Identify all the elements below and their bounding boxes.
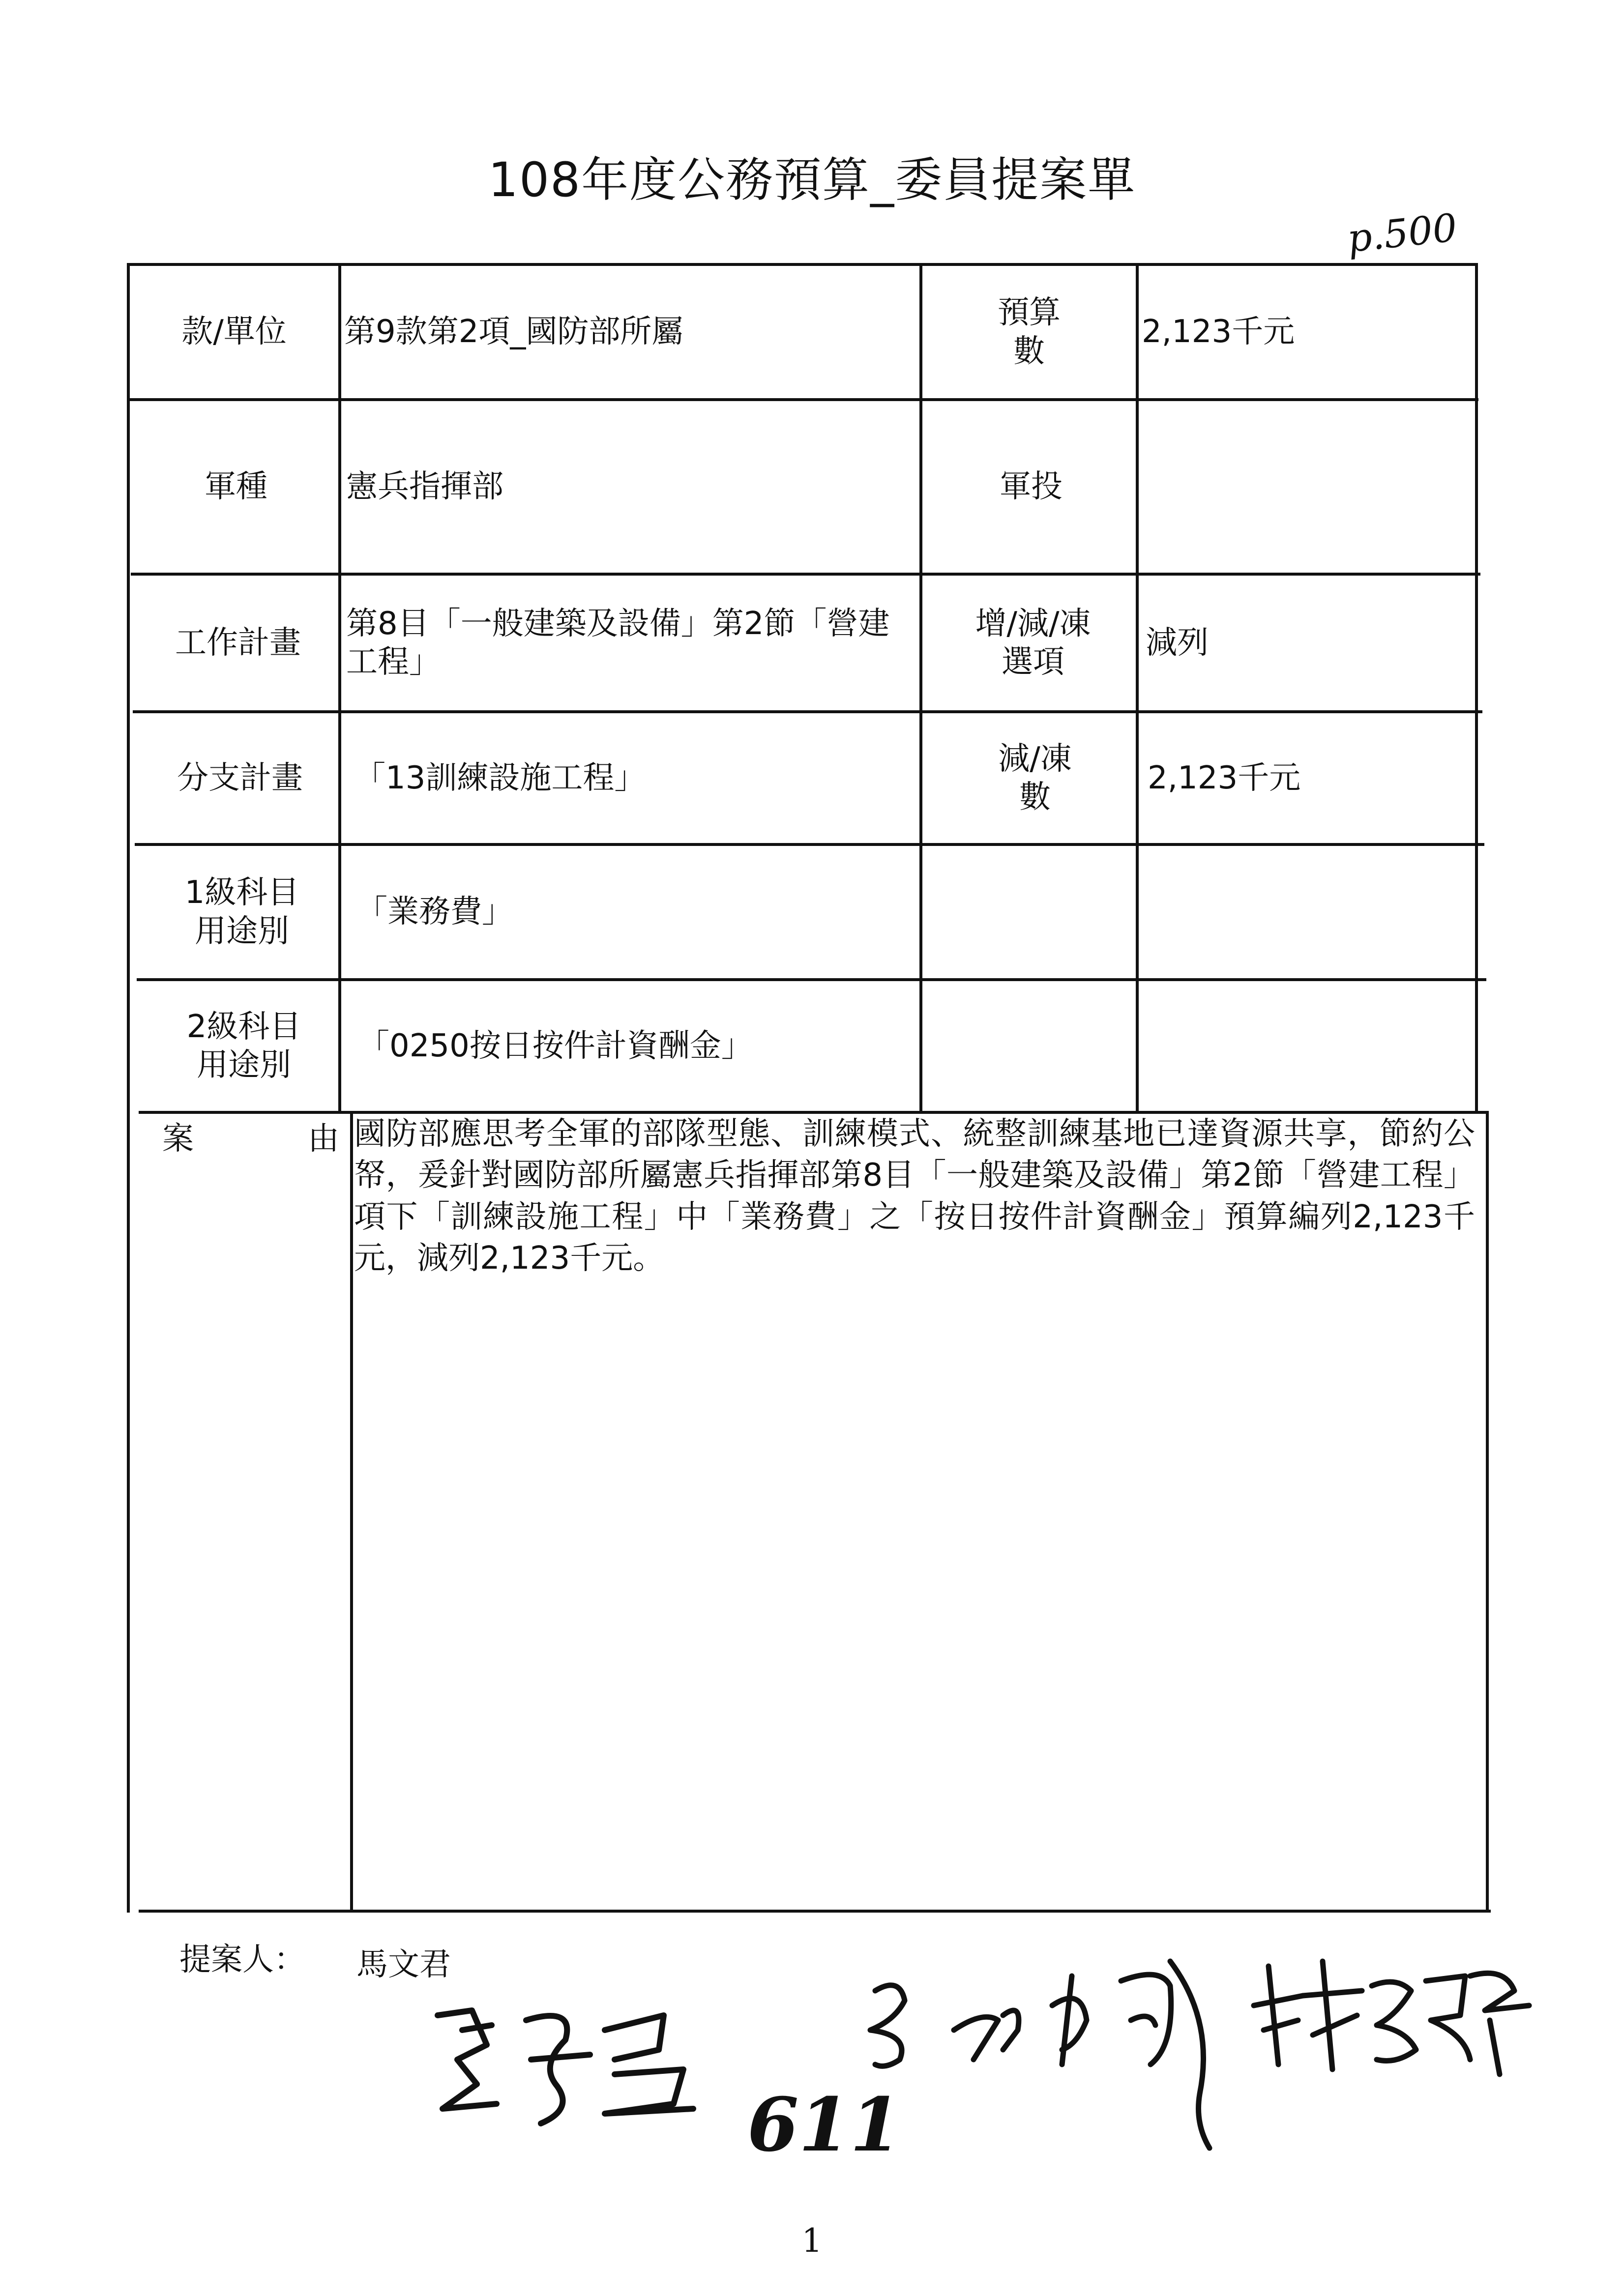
reason-label-char: 案 [162,1121,194,1157]
row-label-branch-plan: 分支計畫 [177,759,303,796]
row-value-empty [1152,981,1481,1111]
page-number: 1 [801,2222,823,2260]
table-border-left [127,263,130,1913]
row-label-budget-amount: 預算 數 [998,294,1061,370]
row-label-service-branch: 軍種 [205,468,267,505]
row-value-reduction-amount: 2,123千元 [1148,759,1301,796]
proposer-label: 提案人： [179,1942,305,1978]
row-label-level1-item: 1級科目 用途別 [184,874,299,950]
reason-text: 國防部應思考全軍的部隊型態、訓練模式、統整訓練基地已達資源共享，節約公帑，爰針對國防部所屬憲兵指揮部第8目「一般建築及設備」第2節「營建工程」項下「訓練設施工程」中「業務費」之「按日按件計資酬金」預算編列2,123千元，減列2,123千元。 [354,1116,1475,1277]
row-value-military-investment [1144,401,1473,573]
row-value-empty [1150,846,1479,978]
proposer-name: 馬文君 [356,1947,451,1983]
table-column-divider [350,1111,353,1913]
row-label-empty [932,981,1146,1111]
table-border-bottom [139,1910,1491,1913]
row-value-adjust-option: 減列 [1146,624,1209,661]
row-value-level2-item: 「0250按日按件計資酬金」 [358,1027,753,1064]
reason-label [143,1113,359,1159]
row-value-account-unit: 第9款第2項_國防部所屬 [344,314,683,350]
row-label-account-unit: 款/單位 [181,314,287,350]
row-value-budget-amount: 2,123千元 [1142,314,1295,350]
signature-1-drawing [428,1986,703,2133]
row-value-branch-plan: 「13訓練設施工程」 [354,759,646,796]
table-border-right [1486,1111,1489,1913]
handwritten-stamp-number: 611 [747,2082,902,2168]
signature-2-drawing [856,1947,1239,2153]
row-label-level2-item: 2級科目 用途別 [186,1008,301,1083]
handwritten-page-note: p.500 [1345,205,1459,262]
row-label-empty [930,846,1144,978]
row-value-work-plan: 第8目「一般建築及設備」第2節「營建 工程」 [346,605,890,680]
row-label-adjust-option: 增/減/凍 選項 [975,605,1091,680]
signature-1 [428,1986,703,2133]
row-label-military-investment: 軍投 [1000,468,1063,505]
row-value-service-branch: 憲兵指揮部 [346,468,503,505]
reason-label-char: 由 [308,1121,339,1157]
row-value-level1-item: 「業務費」 [356,894,513,930]
signature-3 [1249,1947,1544,2094]
signature-2 [856,1947,1239,2153]
signature-3-drawing [1249,1947,1544,2094]
row-label-reduction-amount: 減/凍 數 [998,740,1072,815]
page-title: 108年度公務預算_委員提案單 [488,152,1136,207]
row-label-work-plan: 工作計畫 [175,624,301,661]
